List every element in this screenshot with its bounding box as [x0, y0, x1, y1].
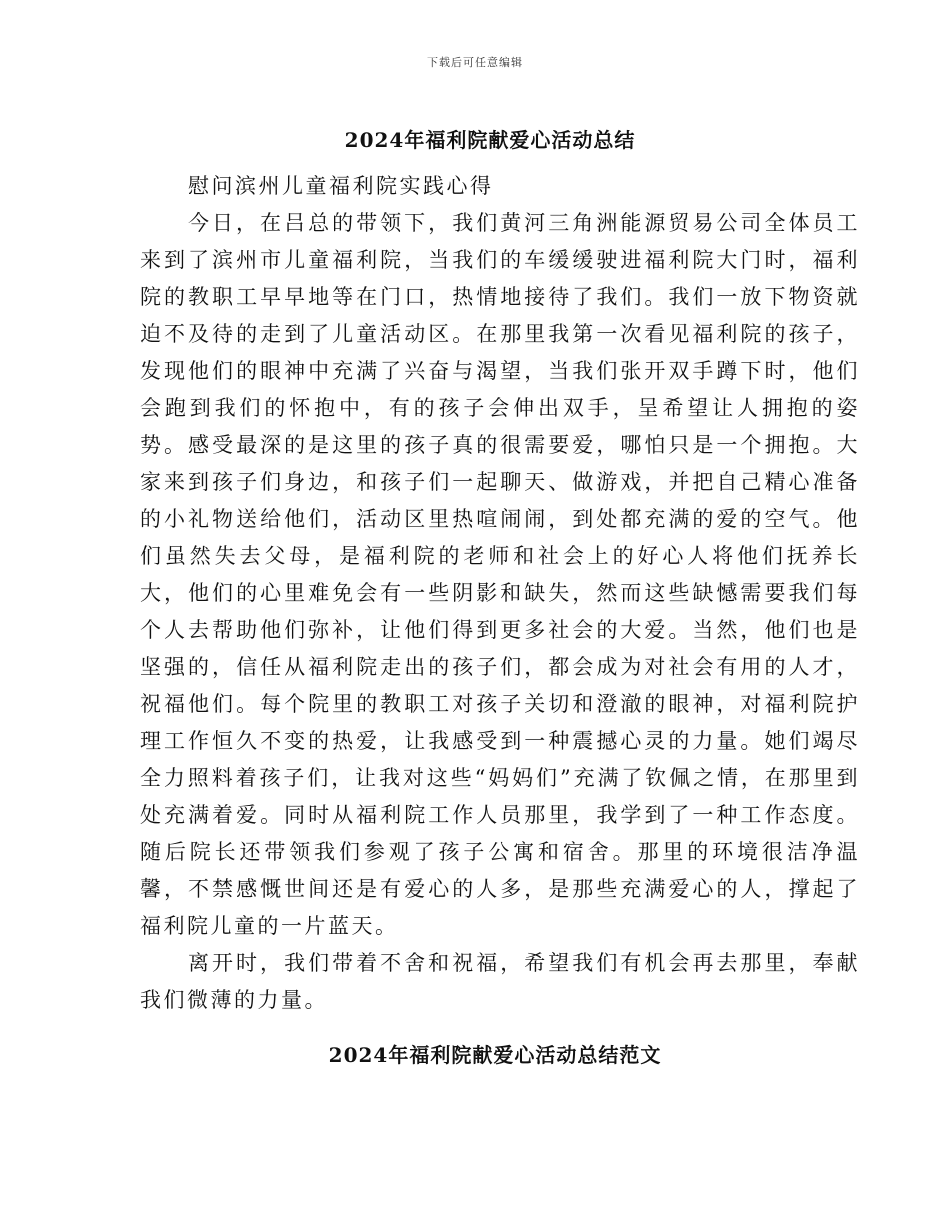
document-body	[140, 168, 860, 1019]
closing-paragraph: 离开时，我们带着不舍和祝福，希望我们有机会再去那里，奉献我们微薄的力量。	[140, 951, 860, 1012]
page-header-note: 下载后可任意编辑	[427, 56, 523, 69]
section-title: 2024年福利院献爱心活动总结范文	[328, 1043, 662, 1067]
main-paragraph: 今日，在吕总的带领下，我们黄河三角洲能源贸易公司全体员工来到了滨州市儿童福利院，当我们的车缓缓驶进福利院大门时，福利院的教职工早早地等在门口，热情地接待了我们。我们一放下物资就迫不及待的走到了儿童活动区。在那里我第一次看见福利院的孩子，发现他们的眼神中充满了兴奋与渴望，当我们张开双手蹲下时，他们会跑到我们的怀抱中，有的孩子会伸出双手，呈希望让人拥抱的姿势。感受最深的是这里的孩子真的很需要爱，哪怕只是一个拥抱。大家来到孩子们身边，和孩子们一起聊天、做游戏，并把自己精心准备的小礼物送给他们，活动区里热喧闹闹，到处都充满的爱的空气。他们虽然失去父母，是福利院的老师和社会上的好心人将他们抚养长大，他们的心里难免会有一些阴影和缺失，然而这些缺憾需要我们每个人去帮助他们弥补，让他们得到更多社会的大爱。当然，他们也是坚强的，信任从福利院走出的孩子们，都会成为对社会有用的人才，祝福他们。每个院里的教职工对孩子关切和澄澈的眼神，对福利院护理工作恒久不变的热爱，让我感受到一种震撼心灵的力量。她们竭尽全力照料着孩子们，让我对这些“妈妈们”充满了钦佩之情，在那里到处充满着爱。同时从福利院工作人员那里，我学到了一种工作态度。随后院长还带领我们参观了孩子公寓和宿舍。那里的环境很洁净温馨，不禁感慨世间还是有爱心的人多，是那些充满爱心的人，撑起了福利院儿童的一片蓝天。	[140, 211, 860, 938]
subtitle-paragraph: 慰问滨州儿童福利院实践心得	[188, 174, 494, 198]
document-title: 2024年福利院献爱心活动总结	[344, 128, 636, 152]
